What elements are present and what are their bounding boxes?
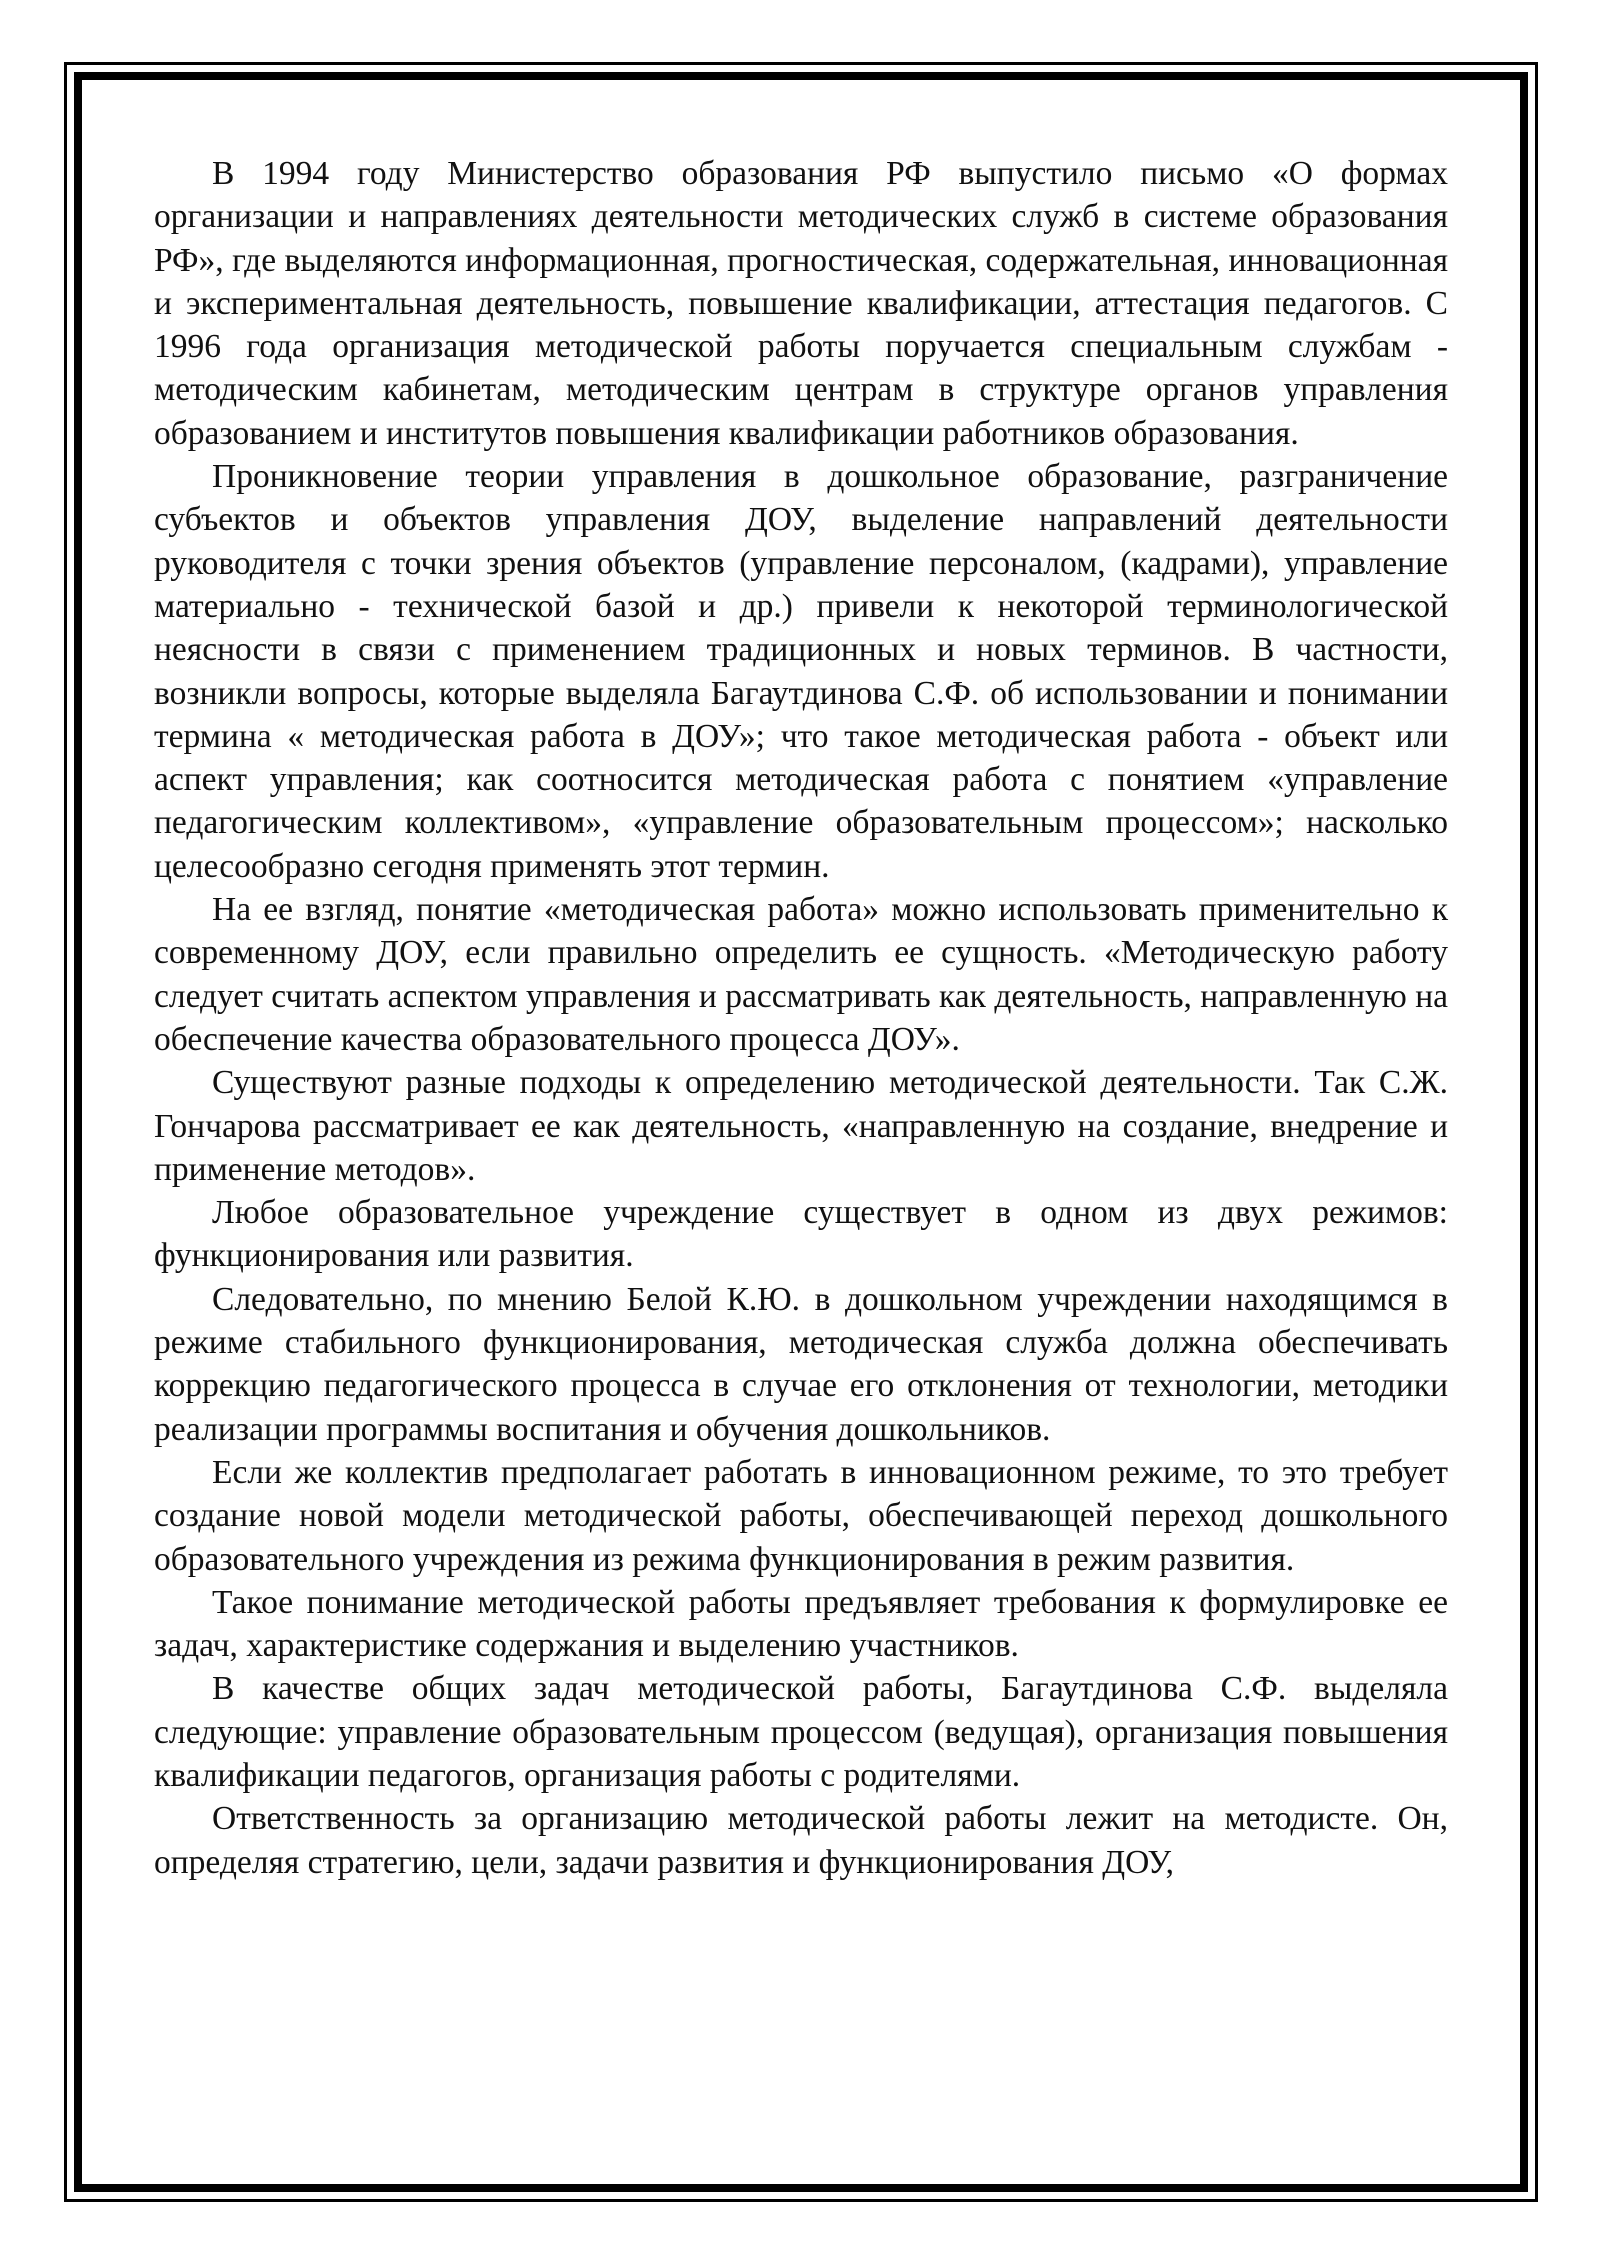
paragraph-3: На ее взгляд, понятие «методическая работа» можно использовать применительно к современному ДОУ, если правильно определить ее сущность. «Методическую работу следует считать аспектом управления и рассматривать как деятельность, направленную на обеспечение качества образовательного процесса ДОУ». bbox=[154, 891, 1448, 1058]
paragraph-1: В 1994 году Министерство образования РФ выпустило письмо «О формах организации и направлениях деятельности методических служб в системе образования РФ», где выделяются информационная, прогностическая, содержательная, инновационная и экспериментальная деятельность, повышение квалификации, аттестация педагогов. С 1996 года организация методической работы поручается специальным службам - методическим кабинетам, методическим центрам в структуре органов управления образованием и институтов повышения квалификации работников образования. bbox=[154, 155, 1448, 452]
document-body bbox=[154, 152, 1448, 1884]
paragraph-9: В качестве общих задач методической работы, Багаутдинова С.Ф. выделяла следующие: управление образовательным процессом (ведущая), организация повышения квалификации педагогов, организация работы с родителями. bbox=[154, 1670, 1448, 1794]
paragraph-10: Ответственность за организацию методической работы лежит на методисте. Он, определяя стратегию, цели, задачи развития и функционирования ДОУ, bbox=[154, 1800, 1448, 1881]
paragraph-6: Следовательно, по мнению Белой К.Ю. в дошкольном учреждении находящимся в режиме стабильного функционирования, методическая служба должна обеспечивать коррекцию педагогического процесса в случае его отклонения от технологии, методики реализации программы воспитания и обучения дошкольников. bbox=[154, 1280, 1448, 1448]
paragraph-2: Проникновение теории управления в дошкольное образование, разграничение субъектов и объектов управления ДОУ, выделение направлений деятельности руководителя с точки зрения объектов (управление персоналом, (кадрами), управление материально - технической базой и др.) привели к некоторой терминологической неясности в связи с применением традиционных и новых терминов. В частности, возникли вопросы, которые выделяла Багаутдинова С.Ф. об использовании и понимании термина « методическая работа в ДОУ»; что такое методическая работа - объект или аспект управления; как соотносится методическая работа с понятием «управление педагогическим коллективом», «управление образовательным процессом»; насколько целесообразно сегодня применять этот термин. bbox=[154, 458, 1448, 885]
paragraph-7: Если же коллектив предполагает работать в инновационном режиме, то это требует создание новой модели методической работы, обеспечивающей переход дошкольного образовательного учреждения из режима функционирования в режим развития. bbox=[154, 1453, 1448, 1578]
paragraph-4: Существуют разные подходы к определению методической деятельности. Так С.Ж. Гончарова рассматривает ее как деятельность, «направленную на создание, внедрение и применение методов». bbox=[154, 1064, 1448, 1188]
paragraph-8: Такое понимание методической работы предъявляет требования к формулировке ее задач, характеристике содержания и выделению участников. bbox=[154, 1583, 1448, 1665]
paragraph-5: Любое образовательное учреждение существует в одном из двух режимов: функционирования или развития. bbox=[154, 1194, 1448, 1275]
